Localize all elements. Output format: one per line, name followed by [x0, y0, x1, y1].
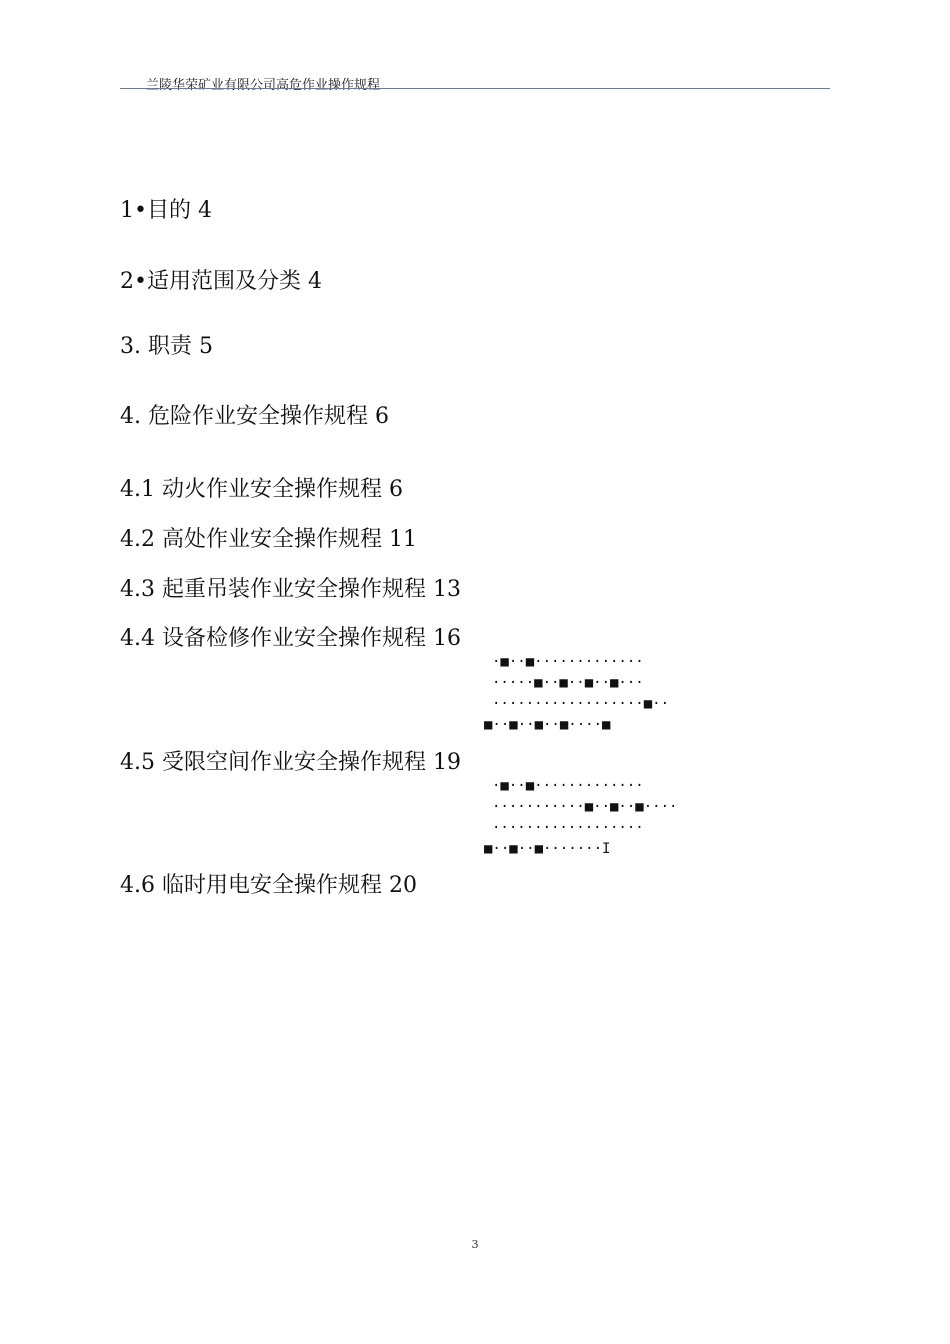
toc-entry-4-4[interactable]: 4.4 设备检修作业安全操作规程 16 — [120, 626, 461, 651]
leader-dots-line: ···········■··■··■···· — [492, 799, 678, 815]
toc-entry-4-6[interactable]: 4.6 临时用电安全操作规程 20 — [120, 873, 417, 898]
toc-entry-1[interactable]: 1•目的 4 — [120, 198, 212, 223]
leader-dots-line: ■··■··■··■····■ — [484, 717, 611, 733]
leader-dots-line: ·■··■············· — [492, 778, 644, 794]
toc-entry-4-3[interactable]: 4.3 起重吊装作业安全操作规程 13 — [120, 577, 461, 602]
toc-entry-3[interactable]: 3. 职责 5 — [120, 334, 213, 359]
page-number: 3 — [471, 1238, 479, 1251]
leader-dots-line: ·■··■············· — [492, 654, 644, 670]
leader-dots-line: ■··■··■·······I — [484, 841, 611, 857]
header-divider — [120, 88, 830, 89]
leader-dots-line: ·····■··■··■··■··· — [492, 675, 644, 691]
leader-dots-line: ··················■·· — [492, 696, 670, 712]
header-title: 兰陵华荣矿业有限公司高危作业操作规程 — [146, 78, 381, 93]
leader-dots-line: ·················· — [492, 820, 644, 836]
toc-entry-4[interactable]: 4. 危险作业安全操作规程 6 — [120, 404, 389, 429]
toc-entry-2[interactable]: 2•适用范围及分类 4 — [120, 269, 322, 294]
toc-entry-4-2[interactable]: 4.2 高处作业安全操作规程 11 — [120, 527, 417, 552]
toc-entry-4-1[interactable]: 4.1 动火作业安全操作规程 6 — [120, 477, 403, 502]
toc-entry-4-5[interactable]: 4.5 受限空间作业安全操作规程 19 — [120, 750, 461, 775]
